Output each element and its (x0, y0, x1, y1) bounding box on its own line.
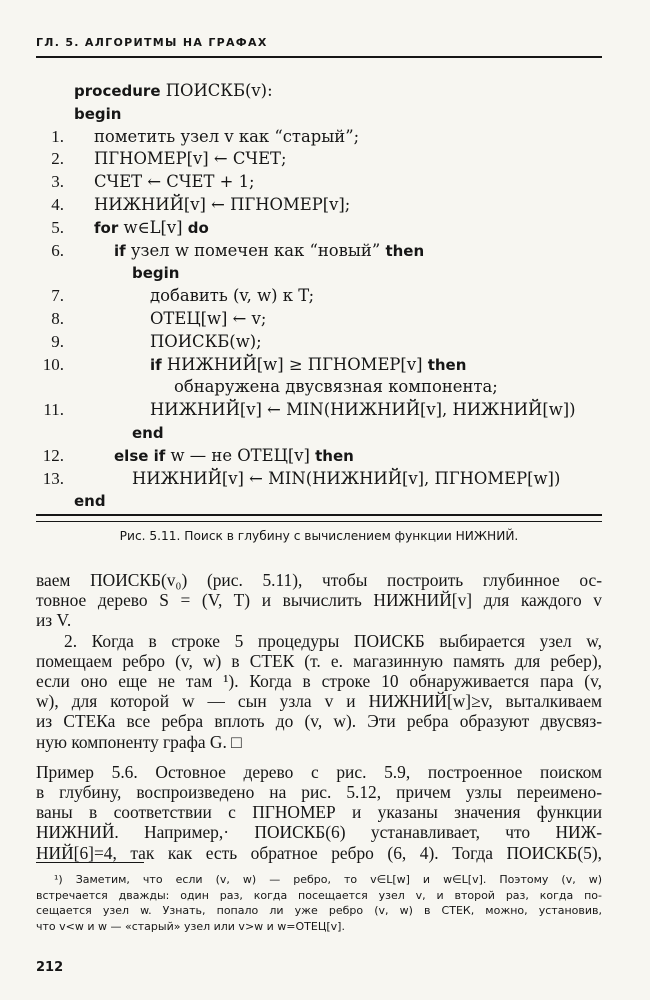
line-number: 3. (51, 172, 64, 192)
figure-rule-top (36, 514, 602, 516)
code-text: procedure ПОИСКБ(v): (74, 81, 273, 100)
figure-rule-bottom (36, 521, 602, 522)
code-text: for w∈L[v] do (94, 217, 209, 237)
text-line: Пример 5.6. Остовное дерево с рис. 5.9, построенное поиском (36, 761, 602, 782)
code-text: пометить узел v как “старый”; (94, 126, 360, 146)
code-line (34, 103, 604, 126)
line-number: 8. (51, 308, 64, 328)
code-text: if узел w помечен как “новый” then (114, 240, 425, 260)
figure-caption: Рис. 5.11. Поиск в глубину с вычислением функции НИЖНИЙ. (119, 529, 519, 543)
code-line (34, 331, 604, 354)
text-line: помещаем ребро (v, w) в СТЕК (т. е. магазинную память для ребер), (36, 650, 602, 671)
code-line (34, 148, 604, 171)
code-text: if НИЖНИЙ[w] ≥ ПГНОМЕР[v] then (150, 354, 467, 374)
text-line: ную компоненту графа G. □ (36, 731, 242, 752)
text-line: товное дерево S = (V, T) и вычислить НИЖНИЙ[v] для каждого v (36, 590, 602, 611)
line-number: 13. (42, 468, 64, 488)
code-text: добавить (v, w) к T; (150, 286, 315, 306)
code-line (34, 490, 604, 513)
footnote-line: сещается узел w. Узнать, попало ли уже ребро (v, w) в СТЕК, можно, установив, (36, 904, 602, 917)
paragraph (36, 762, 602, 863)
code-text: end (132, 423, 164, 442)
code-line (34, 240, 604, 263)
text-line: ваем ПОИСКБ(v₀) (рис. 5.11), чтобы построить глубинное ос- (36, 570, 602, 590)
code-text: begin (132, 264, 180, 283)
text-line: НИЖНИЙ. Например,· ПОИСКБ(6) устанавливает, что НИЖ- (36, 822, 602, 843)
line-number: 9. (51, 331, 64, 351)
paragraph (36, 631, 602, 752)
line-number: 7. (51, 286, 64, 306)
code-text: ОТЕЦ[w] ← v; (150, 308, 267, 328)
line-number: 6. (51, 240, 64, 260)
code-line (34, 285, 604, 308)
line-number: 2. (51, 149, 64, 169)
paragraph (36, 570, 602, 631)
code-line (34, 217, 604, 240)
code-text: begin (74, 104, 122, 123)
line-number: 12. (42, 445, 64, 465)
code-line (34, 80, 604, 103)
line-number: 11. (43, 400, 64, 420)
code-text: обнаружена двусвязная компонента; (174, 377, 498, 397)
code-text: else if w — не ОТЕЦ[v] then (114, 445, 354, 465)
line-number: 1. (51, 126, 64, 146)
body-text (36, 570, 602, 863)
code-line (34, 468, 604, 491)
text-line: НИЙ[6]=4, так как есть обратное ребро (6, 4). Тогда ПОИСКБ(5), (36, 842, 602, 863)
code-line (34, 376, 604, 399)
code-text: ПГНОМЕР[v] ← СЧЕТ; (94, 149, 287, 169)
code-line (34, 354, 604, 377)
footnote-line: что v<w и w — «старый» узел или v>w и w=ОТЕЦ[v]. (36, 919, 345, 933)
footnote-line: ¹) Заметим, что если (v, w) — ребро, то v∈L[w] и w∈L[v]. Поэтому (v, w) (54, 873, 602, 886)
procedure-listing (34, 80, 604, 513)
text-line: w), для которой w — сын узла v и НИЖНИЙ[w]≥v, выталкиваем (36, 691, 602, 712)
line-number: 4. (51, 194, 64, 214)
code-line (34, 262, 604, 285)
code-line (34, 445, 604, 468)
footnote-line: встречается дважды: один раз, когда посещается узел v, и второй раз, когда по- (36, 888, 602, 902)
code-text: ПОИСКБ(w); (150, 331, 262, 351)
running-head: ГЛ. 5. АЛГОРИТМЫ НА ГРАФАХ (36, 36, 268, 49)
code-line (34, 422, 604, 445)
code-line (34, 399, 604, 422)
code-line (34, 308, 604, 331)
line-number: 10. (42, 354, 64, 374)
page-number: 212 (36, 960, 64, 975)
code-text: НИЖНИЙ[v] ← MIN(НИЖНИЙ[v], ПГНОМЕР[w]) (132, 468, 561, 488)
code-text: НИЖНИЙ[v] ← MIN(НИЖНИЙ[v], НИЖНИЙ[w]) (150, 400, 576, 420)
code-text: end (74, 492, 106, 511)
text-line: в глубину, воспроизведено на рис. 5.12, причем узлы переимено- (36, 782, 602, 803)
text-line: из V. (36, 610, 72, 631)
text-line: из СТЕКа все ребра вплоть до (v, w). Эти ребра образуют двусвяз- (36, 711, 602, 732)
text-line: ваны в соответствии с ПГНОМЕР и указаны значения функции (36, 802, 602, 823)
footnote (36, 872, 602, 934)
code-line (34, 171, 604, 194)
code-text: СЧЕТ ← СЧЕТ + 1; (94, 172, 255, 192)
header-rule (36, 56, 602, 58)
code-line (34, 126, 604, 149)
code-text: НИЖНИЙ[v] ← ПГНОМЕР[v]; (94, 194, 351, 214)
text-line: если оно еще не там ¹). Когда в строке 10 обнаруживается пара (v, (36, 671, 602, 692)
text-line: 2. Когда в строке 5 процедуры ПОИСКБ выбирается узел w, (64, 630, 602, 651)
code-line (34, 194, 604, 217)
footnote-rule (36, 862, 144, 863)
line-number: 5. (51, 217, 64, 237)
